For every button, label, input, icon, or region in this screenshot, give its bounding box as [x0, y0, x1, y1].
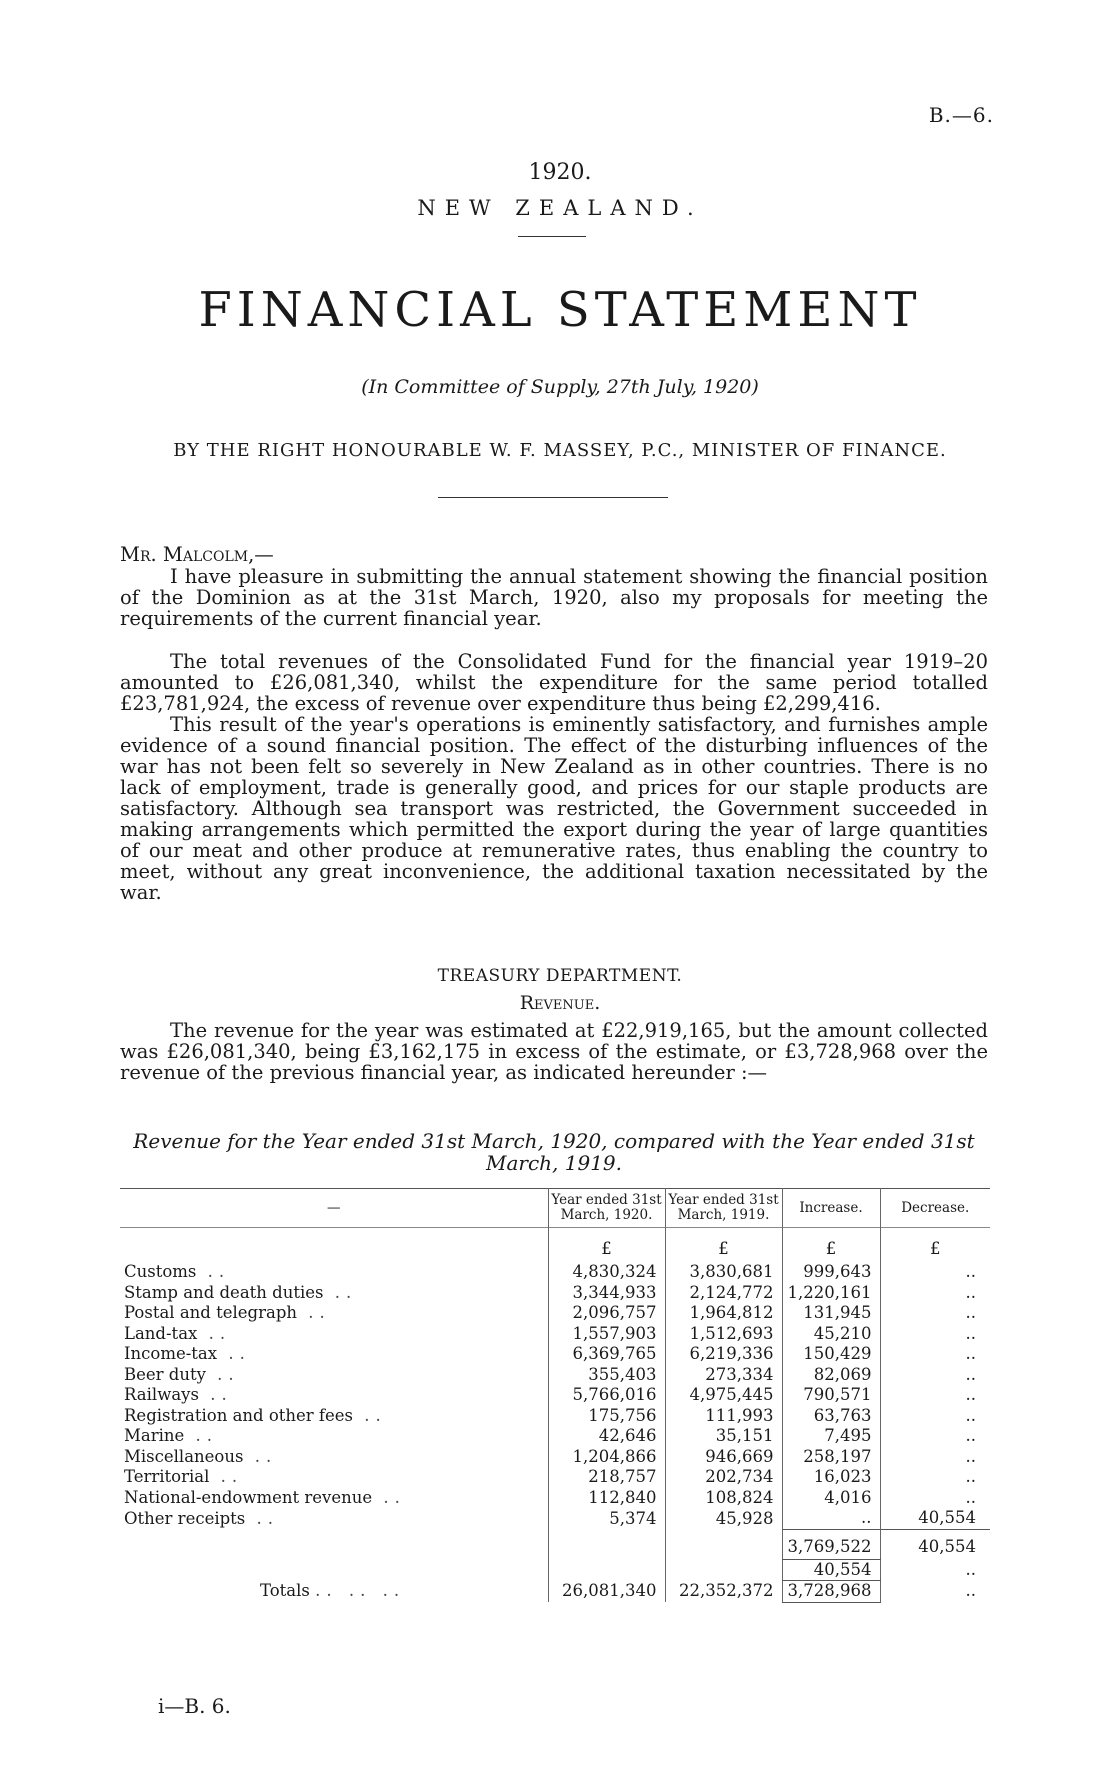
table-row: [120, 1303, 990, 1324]
cell-1919: 4,975,445: [665, 1385, 782, 1406]
cell-decrease: ..: [880, 1324, 990, 1345]
revenue-table: [120, 1188, 990, 1603]
cell-1920: 112,840: [548, 1488, 665, 1509]
cell-1919: 6,219,336: [665, 1344, 782, 1365]
cell-1920: 5,766,016: [548, 1385, 665, 1406]
header-1919: Year ended 31st March, 1919.: [665, 1189, 782, 1228]
row-label: Land-tax ..: [124, 1323, 232, 1343]
section-subtitle: Revenue.: [519, 992, 601, 1014]
row-label: Marine ..: [124, 1426, 219, 1446]
cell-1920: 355,403: [548, 1365, 665, 1386]
row-label: Beer duty ..: [124, 1364, 240, 1384]
currency-row: £ £ £ £: [120, 1228, 990, 1263]
row-label: Other receipts ..: [124, 1508, 280, 1528]
cell-decrease: ..: [880, 1467, 990, 1488]
subtotal-row: 3,769,522 40,554: [120, 1529, 990, 1559]
header-increase: Increase.: [782, 1189, 880, 1228]
header-decrease: Decrease.: [880, 1189, 990, 1228]
cell-1920: 5,374: [548, 1508, 665, 1529]
cell-1919: 111,993: [665, 1406, 782, 1427]
paragraph-2: The total revenues of the Consolidated Fund for the financial year 1919–20 amounted to £26,081,340, whilst the expenditure for the same period totalled £23,781,924, the excess of revenue over expenditure thus being £2,299,416.: [120, 650, 988, 715]
table-row: [120, 1508, 990, 1529]
totals-row: Totals .. .. .. 26,081,340 22,352,372 3,728,968 ..: [120, 1581, 990, 1603]
row-label: Income-tax ..: [124, 1344, 251, 1364]
cell-decrease: ..: [880, 1406, 990, 1427]
table-caption: Revenue for the Year ended 31st March, 1920, compared with the Year ended 31st March, 1919.: [133, 1129, 975, 1175]
cell-decrease: ..: [880, 1385, 990, 1406]
cell-decrease: ..: [880, 1262, 990, 1283]
cell-1920: 175,756: [548, 1406, 665, 1427]
cell-1920: 6,369,765: [548, 1344, 665, 1365]
cell-1920: 4,830,324: [548, 1262, 665, 1283]
table-row: [120, 1426, 990, 1447]
cell-1919: 1,512,693: [665, 1324, 782, 1345]
row-label: Customs ..: [124, 1262, 231, 1282]
totals-increase: 3,728,968: [782, 1581, 880, 1603]
document-reference: B.—6.: [928, 103, 994, 127]
section-title: TREASURY DEPARTMENT.: [437, 966, 683, 986]
cell-1920: 2,096,757: [548, 1303, 665, 1324]
footer-reference: i—B. 6.: [158, 1694, 231, 1718]
table-row: [120, 1283, 990, 1304]
totals-label: Totals: [260, 1581, 310, 1601]
paragraph-1: I have pleasure in submitting the annual statement showing the financial position of the Dominion as at the 31st March, 1920, also my proposals for meeting the requirements of the current financial year.: [120, 565, 988, 630]
table-row: [120, 1324, 990, 1345]
cell-1919: 108,824: [665, 1488, 782, 1509]
cell-decrease: 40,554: [880, 1508, 990, 1529]
divider-mid: [438, 497, 668, 498]
table-row: [120, 1365, 990, 1386]
cell-1919: 35,151: [665, 1426, 782, 1447]
totals-decrease: ..: [880, 1581, 990, 1603]
cell-1919: 946,669: [665, 1447, 782, 1468]
table-row: [120, 1385, 990, 1406]
cell-increase: 150,429: [782, 1344, 880, 1365]
cell-increase: 4,016: [782, 1488, 880, 1509]
cell-decrease: ..: [880, 1426, 990, 1447]
table-row: [120, 1488, 990, 1509]
header-item: —: [327, 1199, 341, 1216]
offset-row: 40,554 ..: [120, 1559, 990, 1581]
cell-1919: 2,124,772: [665, 1283, 782, 1304]
document-byline: BY THE RIGHT HONOURABLE W. F. MASSEY, P.C., MINISTER OF FINANCE.: [173, 440, 947, 461]
cell-decrease: ..: [880, 1447, 990, 1468]
cell-increase: 63,763: [782, 1406, 880, 1427]
row-label: Territorial ..: [124, 1467, 244, 1487]
cell-increase: 45,210: [782, 1324, 880, 1345]
cell-1919: 1,964,812: [665, 1303, 782, 1324]
cell-increase: 82,069: [782, 1365, 880, 1386]
cell-increase: 1,220,161: [782, 1283, 880, 1304]
cell-decrease: ..: [880, 1344, 990, 1365]
cell-increase: 790,571: [782, 1385, 880, 1406]
totals-1920: 26,081,340: [548, 1581, 665, 1603]
cell-1919: 45,928: [665, 1508, 782, 1529]
cell-increase: 16,023: [782, 1467, 880, 1488]
salutation: Mr. Malcolm,—: [120, 543, 274, 566]
cell-increase: 999,643: [782, 1262, 880, 1283]
row-label: Railways ..: [124, 1385, 233, 1405]
table-row: [120, 1406, 990, 1427]
row-label: Registration and other fees ..: [124, 1405, 387, 1425]
row-label: Postal and telegraph ..: [124, 1303, 331, 1323]
cell-increase: 131,945: [782, 1303, 880, 1324]
cell-1920: 1,557,903: [548, 1324, 665, 1345]
row-label: National-endowment revenue ..: [124, 1487, 406, 1507]
revenue-paragraph: The revenue for the year was estimated at £22,919,165, but the amount collected was £26,081,340, being £3,162,175 in excess of the estimate, or £3,728,968 over the revenue of the previous financial year, as indicated hereunder :—: [120, 1019, 988, 1084]
cell-1919: 202,734: [665, 1467, 782, 1488]
table-row: [120, 1447, 990, 1468]
row-label: Stamp and death duties ..: [124, 1282, 358, 1302]
table-row: [120, 1344, 990, 1365]
cell-1920: 3,344,933: [548, 1283, 665, 1304]
cell-increase: 258,197: [782, 1447, 880, 1468]
divider-short: [518, 236, 586, 237]
cell-decrease: ..: [880, 1488, 990, 1509]
cell-decrease: ..: [880, 1283, 990, 1304]
country-heading: NEW ZEALAND.: [417, 196, 703, 220]
cell-increase: ..: [782, 1508, 880, 1529]
cell-1919: 3,830,681: [665, 1262, 782, 1283]
totals-1919: 22,352,372: [665, 1581, 782, 1603]
document-title: FINANCIAL STATEMENT: [198, 282, 922, 338]
row-label: Miscellaneous ..: [124, 1446, 278, 1466]
table-header-row: [120, 1189, 990, 1228]
paragraph-3: This result of the year's operations is eminently satisfactory, and furnishes ample evidence of a sound financial position. The effect of the disturbing influences of the war has not been felt so severely in New Zealand as in other countries. There is no lack of employment, trade is generally good, and prices for our staple products are satisfactory. Although sea transport was restricted, the Government succeeded in making arrangements which permitted the export during the year of large quantities of our meat and other produce at remunerative rates, thus enabling the country to meet, without any great inconvenience, the additional taxation necessitated by the war.: [120, 713, 988, 904]
table-row: [120, 1262, 990, 1283]
cell-1919: 273,334: [665, 1365, 782, 1386]
document-subtitle: (In Committee of Supply, 27th July, 1920): [361, 376, 759, 398]
header-1920: Year ended 31st March, 1920.: [548, 1189, 665, 1228]
cell-1920: 42,646: [548, 1426, 665, 1447]
cell-decrease: ..: [880, 1303, 990, 1324]
table-row: [120, 1467, 990, 1488]
cell-decrease: ..: [880, 1365, 990, 1386]
document-year: 1920.: [528, 160, 592, 185]
cell-1920: 1,204,866: [548, 1447, 665, 1468]
cell-1920: 218,757: [548, 1467, 665, 1488]
cell-increase: 7,495: [782, 1426, 880, 1447]
